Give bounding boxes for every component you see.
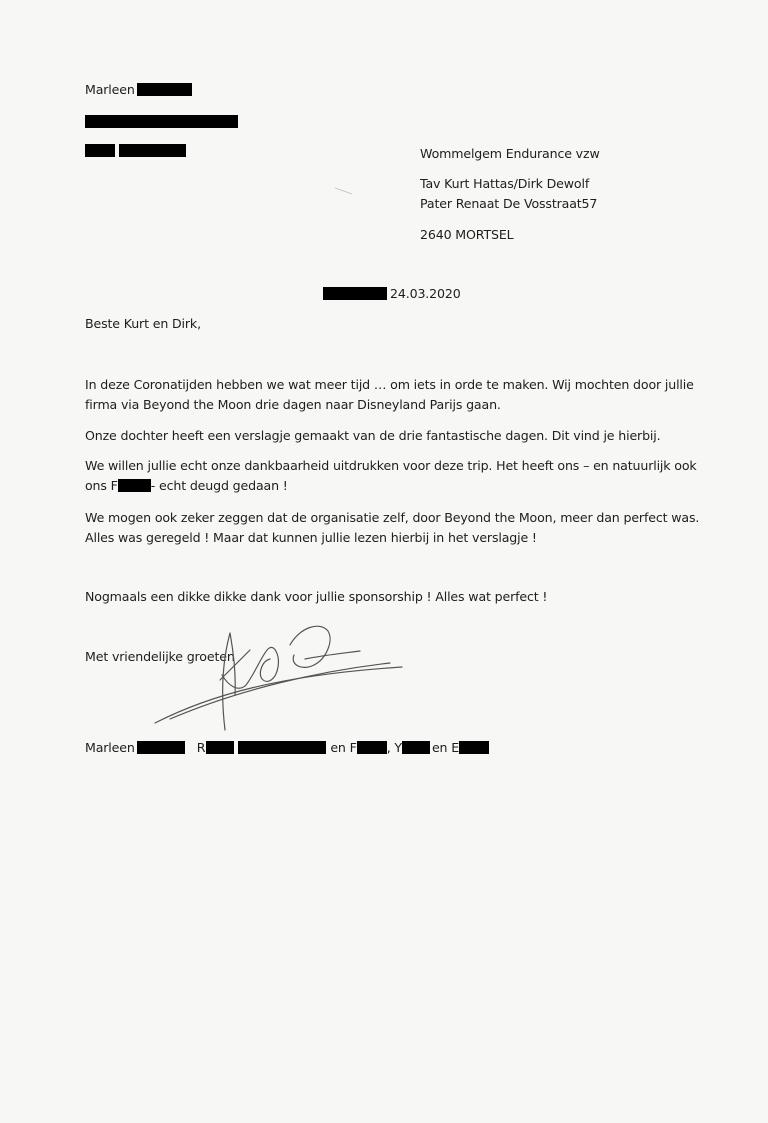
closing: Met vriendelijke groeten bbox=[85, 649, 235, 664]
redaction-bar bbox=[357, 741, 387, 754]
redaction-bar bbox=[137, 83, 192, 96]
signoff-name-1: Marleen bbox=[85, 740, 135, 755]
paragraph-5: Nogmaals een dikke dikke dank voor jullie sponsorship ! Alles wat perfect ! bbox=[85, 589, 548, 604]
paragraph-2: Onze dochter heeft een verslagje gemaakt van de drie fantastische dagen. Dit vind je hierbij. bbox=[85, 428, 661, 443]
signoff-comma-y: , Y bbox=[386, 740, 402, 755]
signoff-en-e: en E bbox=[431, 740, 460, 755]
paragraph-4-line-1: We mogen ook zeker zeggen dat de organisatie zelf, door Beyond the Moon, meer dan perfect was. bbox=[85, 510, 700, 525]
redaction-bar bbox=[85, 144, 115, 157]
paragraph-1-line-1: In deze Coronatijden hebben we wat meer tijd … om iets in orde te maken. Wij mochten door jullie bbox=[85, 377, 694, 392]
redaction-bar bbox=[85, 115, 238, 128]
paragraph-4-line-2: Alles was geregeld ! Maar dat kunnen jullie lezen hierbij in het verslagje ! bbox=[85, 530, 537, 545]
paragraph-3-part-a: ons F bbox=[85, 478, 118, 493]
recipient-org: Wommelgem Endurance vzw bbox=[420, 146, 600, 161]
signoff-line bbox=[85, 740, 489, 756]
redaction-bar bbox=[323, 287, 387, 300]
redaction-bar bbox=[137, 741, 185, 754]
paragraph-3-line-1: We willen jullie echt onze dankbaarheid uitdrukken voor deze trip. Het heeft ons – en natuurlijk ook bbox=[85, 458, 697, 473]
sender-street-line bbox=[85, 114, 238, 130]
redaction-bar bbox=[206, 741, 234, 754]
redaction-bar bbox=[459, 741, 489, 754]
handwritten-signature bbox=[150, 615, 410, 735]
recipient-city: 2640 MORTSEL bbox=[420, 227, 514, 242]
signoff-r: R bbox=[196, 740, 206, 755]
redaction-bar bbox=[118, 479, 151, 492]
paragraph-3-line-2 bbox=[85, 478, 288, 494]
date-line bbox=[323, 286, 461, 302]
scan-mark bbox=[334, 186, 354, 196]
redaction-bar bbox=[238, 741, 326, 754]
redaction-bar bbox=[402, 741, 430, 754]
sender-city-line bbox=[85, 143, 186, 159]
sender-first-name: Marleen bbox=[85, 82, 135, 97]
recipient-street: Pater Renaat De Vosstraat57 bbox=[420, 196, 598, 211]
paragraph-3-part-b: - echt deugd gedaan ! bbox=[150, 478, 288, 493]
sender-name-line bbox=[85, 82, 192, 98]
letter-date: 24.03.2020 bbox=[390, 286, 461, 301]
recipient-attn: Tav Kurt Hattas/Dirk Dewolf bbox=[420, 176, 590, 191]
redaction-bar bbox=[119, 144, 186, 157]
salutation: Beste Kurt en Dirk, bbox=[85, 316, 201, 331]
signoff-en-f: en F bbox=[330, 740, 357, 755]
paragraph-1-line-2: firma via Beyond the Moon drie dagen naar Disneyland Parijs gaan. bbox=[85, 397, 501, 412]
